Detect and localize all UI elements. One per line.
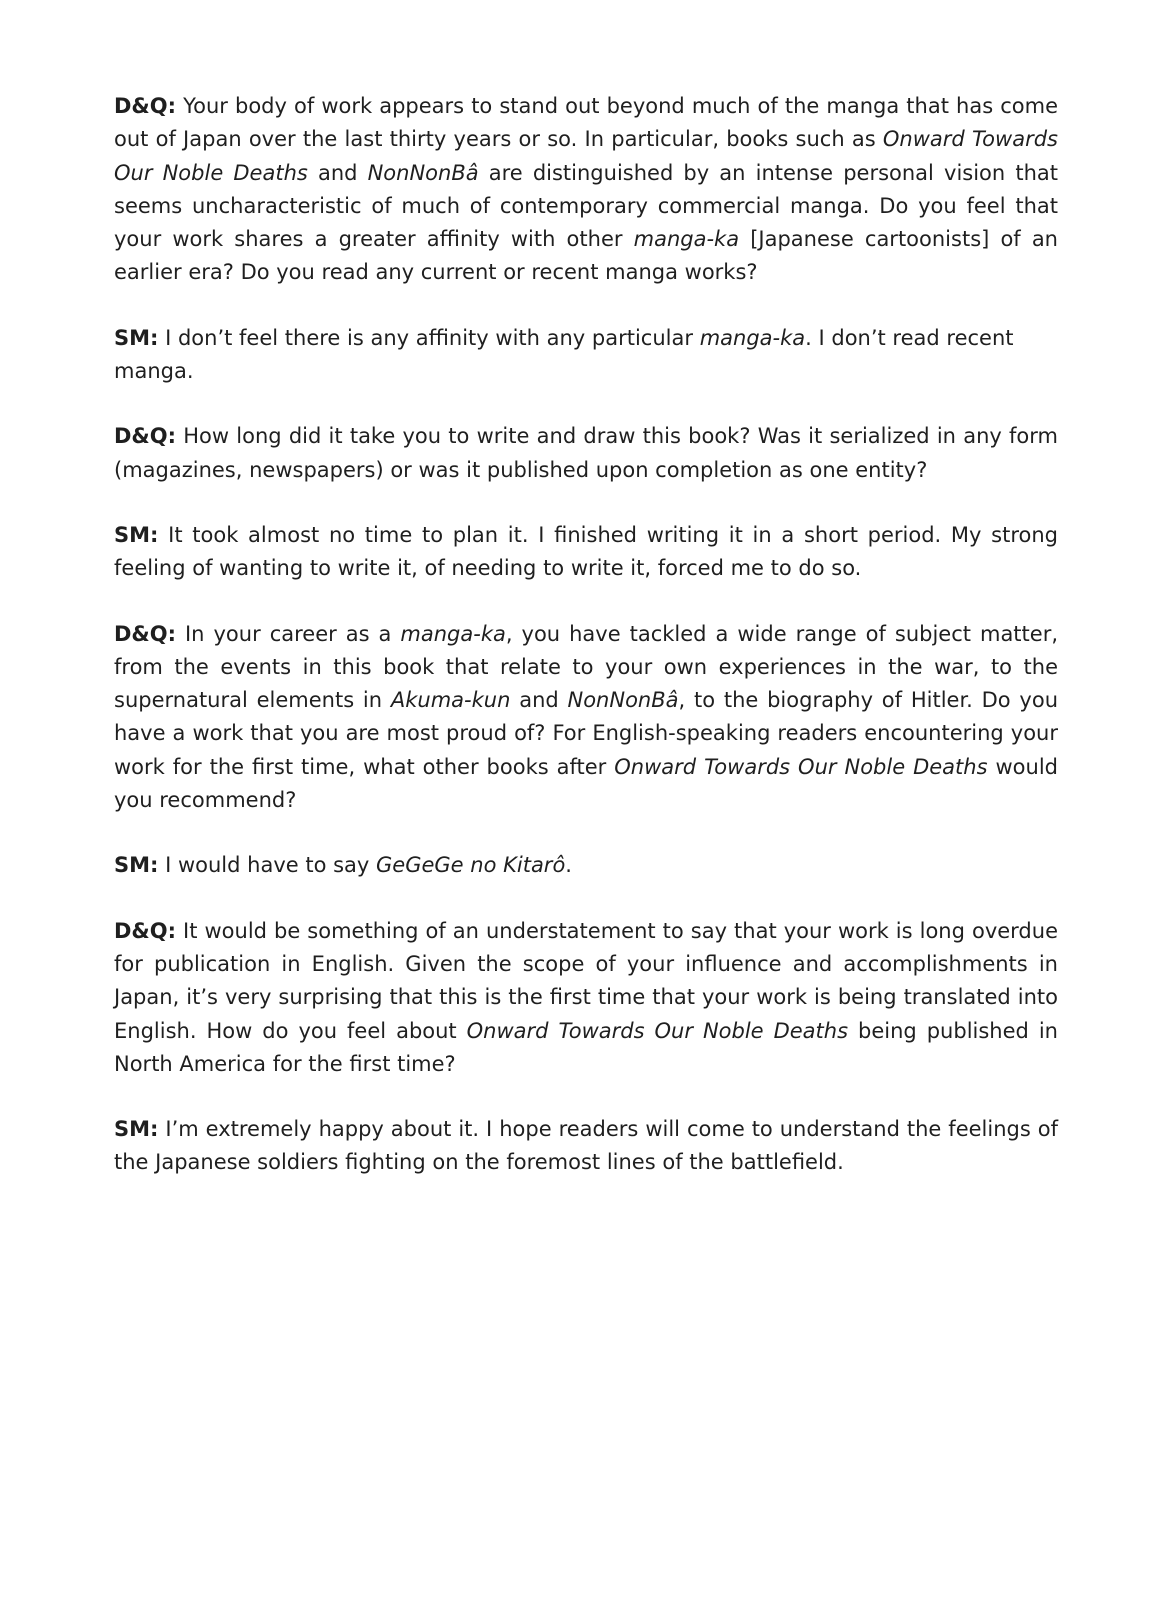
speaker-label: SM:: [114, 325, 159, 350]
question-text: How long did it take you to write and draw this book? Was it serialized in any form (magazines, newspapers) or was it published upon completion as one entity?: [114, 424, 1058, 482]
book-title: Akuma-kun: [390, 688, 511, 713]
book-title: NonNonBâ: [367, 160, 479, 185]
interview-paragraph: [114, 90, 1058, 290]
answer-text: I’m extremely happy about it. I hope readers will come to understand the feelings of the Japanese soldiers fighting on the foremost lines of the battlefield.: [114, 1117, 1058, 1175]
question-text: and: [510, 688, 568, 713]
answer-text: It took almost no time to plan it. I finished writing it in a short period. My strong feeling of wanting to write it, of needing to write it, forced me to do so.: [114, 522, 1058, 581]
book-title: Onward Towards Our Noble Deaths: [466, 1018, 849, 1043]
interview-page: [114, 90, 1058, 1212]
speaker-label: D&Q:: [114, 94, 176, 118]
answer-text: are distinguished by an intense personal vision that seems uncharacteristic of much of contemporary commercial manga. Do you feel that your work shares a greater affinity with other: [114, 160, 1058, 252]
interview-paragraph: [114, 618, 1058, 818]
answer-text: and: [307, 160, 368, 185]
interview-paragraph: [114, 420, 1058, 487]
speaker-label: D&Q:: [114, 621, 176, 646]
answer-text: .: [565, 853, 572, 878]
book-title: Onward Towards Our Noble Deaths: [614, 754, 988, 779]
question-text: , you have tackled a wide range of subject matter, from the events in this book that relate to your own experiences in the war, to the supernatural elements in: [114, 621, 1059, 713]
interview-paragraph: [114, 322, 1058, 389]
speaker-label: SM:: [114, 853, 159, 878]
interview-paragraph: [114, 1113, 1058, 1180]
answer-text: . I don’t read recent manga.: [114, 325, 1014, 384]
interview-paragraph: [114, 519, 1058, 586]
book-title: NonNonBâ: [567, 688, 679, 713]
question-text: would you recommend?: [114, 754, 1058, 813]
term-italic: manga-ka: [699, 325, 806, 350]
answer-text: [Japanese cartoonists] of an earlier era? Do you read any current or recent manga works?: [114, 227, 1058, 285]
interview-paragraph: [114, 915, 1058, 1081]
speaker-label: D&Q:: [114, 918, 176, 943]
book-title: Onward Towards Our Noble Deaths: [114, 127, 1058, 185]
question-text: In your career as a: [176, 621, 401, 646]
question-text: , to the biography of Hitler. Do you have a work that you are most proud of? For English-speaking readers encountering your work for the first time, what other books after: [114, 688, 1059, 779]
answer-text: Your body of work appears to stand out beyond much of the manga that has come out of Japan over the last thirty years or so. In particular, books such as: [114, 94, 1058, 152]
interview-paragraph: [114, 849, 1058, 882]
term-italic: manga-ka: [400, 621, 506, 646]
question-text: It would be something of an understatement to say that your work is long overdue for publication in English. Given the scope of your influence and accomplishments in Japan, it’s very surprising that this is the first time that your work is being translated into English. How do you feel about: [114, 918, 1058, 1043]
speaker-label: SM:: [114, 522, 159, 547]
question-text: being published in North America for the first time?: [114, 1018, 1058, 1076]
speaker-label: SM:: [114, 1117, 159, 1142]
speaker-label: D&Q:: [114, 424, 176, 449]
book-title: GeGeGe no Kitarô: [376, 853, 566, 878]
answer-text: I would have to say: [158, 853, 377, 878]
term-italic: manga-ka: [633, 227, 740, 252]
answer-text: I don’t feel there is any affinity with any particular: [158, 325, 700, 350]
